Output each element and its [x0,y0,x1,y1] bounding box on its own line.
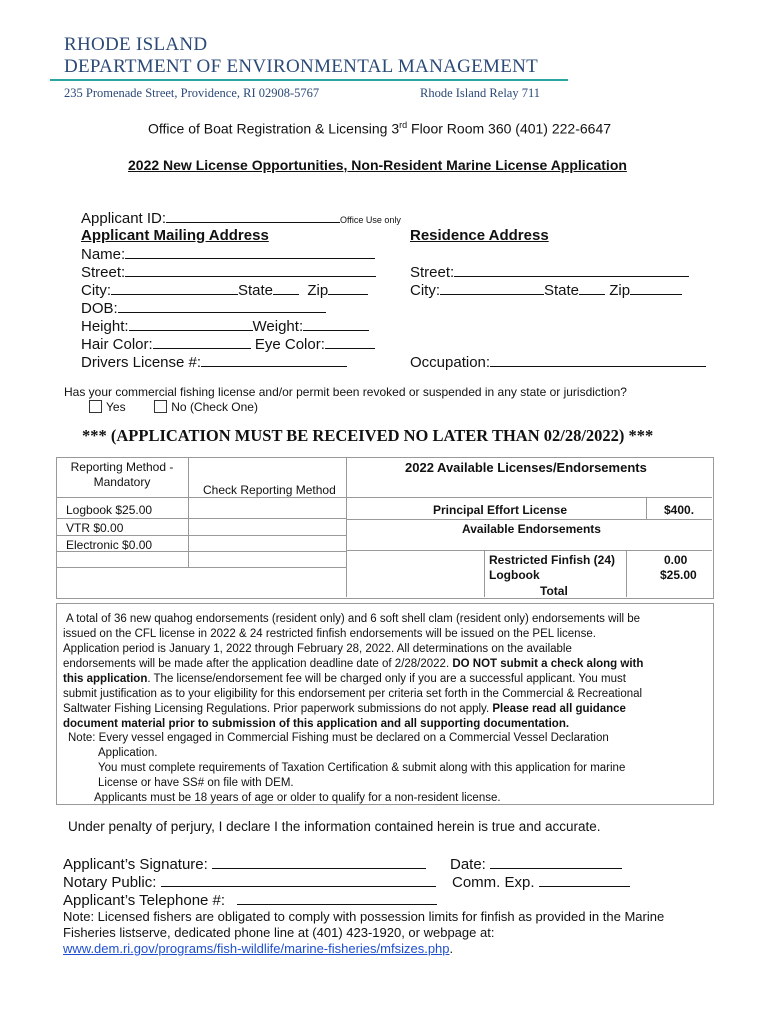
note-line-6: submit justification as to your eligibility for this endorsement per criteria set forth in the Commercial & Recreational [63,688,643,700]
footer-note-line2: Fisheries listserve, dedicated phone line at (401) 423-1920, or webpage at: [63,925,495,940]
check-electronic-cell[interactable] [192,537,342,549]
residence-street-row [410,263,689,281]
reporting-row-electronic: Electronic $0.00 [66,538,153,552]
header-divider [50,79,568,81]
mailing-street-label: Street: [81,264,126,281]
notary-field[interactable] [161,873,436,887]
mfsizes-link[interactable]: www.dem.ri.gov/programs/fish-wildlife/marine-fisheries/mfsizes.php [63,941,450,956]
yes-label: Yes [106,400,126,414]
footer-link-row [63,941,453,956]
height-weight-row [81,317,369,335]
telephone-field[interactable] [237,891,437,905]
applicant-id-row [81,209,401,227]
reporting-row-vtr: VTR $0.00 [66,521,124,535]
residence-zip-field[interactable] [630,281,682,295]
deadline-notice: *** (APPLICATION MUST BE RECEIVED NO LATER THAN 02/28/2022) *** [82,426,654,445]
note-line-4 [63,657,643,672]
residence-city-label: City: [410,282,440,299]
note-taxation-cont: License or have SS# on file with DEM. [98,777,294,789]
residence-state-label: State [544,282,580,299]
residence-city-row [410,281,682,299]
occupation-row [410,353,706,371]
principal-effort-fee: $400. [664,503,695,517]
mailing-address-heading: Applicant Mailing Address [81,227,269,244]
applicant-id-label: Applicant ID: [81,210,167,227]
note-line-7 [63,702,626,717]
office-sup: rd [399,120,408,130]
note-line-5-text: . The license/endorsement fee will be charged only if you are a successful applicant. You must [147,673,626,685]
weight-field[interactable] [303,317,369,331]
note-vessel: Note: Every vessel engaged in Commercial Fishing must be declared on a Commercial Vessel Declaration [68,732,609,744]
check-reporting-header: Check Reporting Method [203,483,336,497]
note-line-2: issued on the CFL license in 2022 & 24 restricted finfish endorsements will be issued on the PEL license. [63,628,596,640]
signature-field[interactable] [212,855,426,869]
residence-street-field[interactable] [454,263,689,277]
residence-zip-label: Zip [609,282,631,299]
residence-street-label: Street: [410,264,455,281]
reporting-method-header [62,460,182,490]
note-line-3: Application period is January 1, 2022 through February 28, 2022. All determinations on the available [63,643,572,655]
mailing-city-label: City: [81,282,111,299]
dob-field[interactable] [118,299,326,313]
name-field[interactable] [125,245,375,259]
office-line [148,120,611,137]
agency-name: RHODE ISLAND [64,34,208,55]
dob-row [81,299,326,317]
note-this-application: this application [63,673,148,685]
hair-color-field[interactable] [153,335,251,349]
endorsement-logbook-fee: $25.00 [660,568,697,582]
revoked-options [89,400,258,414]
name-row [81,245,375,263]
check-vtr-cell[interactable] [192,521,342,533]
signature-row [63,855,426,873]
occupation-label: Occupation: [410,354,491,371]
eye-color-label: Eye Color: [254,336,325,353]
form-title: 2022 New License Opportunities, Non-Resident Marine License Application [128,157,627,173]
revoked-question: Has your commercial fishing license and/or permit been revoked or suspended in any state or jurisdiction? [64,385,627,399]
note-supporting-docs-bold: document material prior to submission of this application and all supporting documentation. [63,718,570,730]
note-line-8 [63,717,569,732]
note-vessel-cont: Application. [98,747,158,759]
reporting-method-header-l2: Mandatory [93,475,151,489]
mailing-zip-label: Zip [307,282,329,299]
residence-state-field[interactable] [579,281,605,295]
mailing-street-row [81,263,376,281]
no-label: No (Check One) [171,400,258,414]
comm-exp-row [452,873,630,891]
agency-department: DEPARTMENT OF ENVIRONMENTAL MANAGEMENT [64,56,539,77]
note-line-7-text: Saltwater Fishing Licensing Regulations. Prior paperwork submissions do not apply. [63,703,493,715]
signature-label: Applicant’s Signature: [63,856,208,873]
residence-address-heading: Residence Address [410,227,549,244]
available-licenses-header: 2022 Available Licenses/Endorsements [405,460,647,475]
endorsement-total-value[interactable] [630,581,708,595]
mailing-zip-field[interactable] [328,281,368,295]
date-field[interactable] [490,855,622,869]
comm-exp-field[interactable] [539,873,630,887]
name-label: Name: [81,246,126,263]
applicant-id-field[interactable] [166,209,340,223]
mailing-state-field[interactable] [273,281,299,295]
mailing-street-field[interactable] [125,263,376,277]
mailing-city-row [81,281,368,299]
note-no-check-warning: DO NOT submit a check along with [452,658,644,670]
yes-checkbox[interactable] [89,400,102,413]
perjury-statement: Under penalty of perjury, I declare I the information contained herein is true and accurate. [68,819,601,834]
note-line-4-text: endorsements will be made after the application deadline date of 2/28/2022. [63,658,453,670]
note-guidance-bold: Please read all guidance [492,703,626,715]
hair-color-label: Hair Color: [81,336,153,353]
note-line-5 [63,672,626,687]
note-taxation: You must complete requirements of Taxation Certification & submit along with this application for marine [98,762,626,774]
principal-effort-label: Principal Effort License [433,503,568,517]
dob-label: DOB: [81,300,118,317]
reporting-method-header-l1: Reporting Method - [70,460,174,474]
telephone-row [63,891,437,909]
hair-eye-row [81,335,375,353]
mailing-city-field[interactable] [111,281,238,295]
available-endorsements-label: Available Endorsements [462,522,601,536]
height-field[interactable] [129,317,253,331]
note-line-1: A total of 36 new quahog endorsements (resident only) and 6 soft shell clam (resident only) endorsements will be [66,613,641,625]
residence-city-field[interactable] [440,281,544,295]
endorsement-total: Total [540,584,568,598]
office-use-note: Office Use only [340,215,401,225]
endorsement-restricted-finfish: Restricted Finfish (24) [489,553,616,567]
endorsement-restricted-finfish-fee: 0.00 [664,553,688,567]
footer-note-line1: Note: Licensed fishers are obligated to comply with possession limits for finfish as provided in the Marine [63,909,665,924]
endorsement-logbook: Logbook [489,568,540,582]
footer-link-period: . [449,941,454,956]
office-text: Office of Boat Registration & Licensing 3 [148,120,400,137]
eye-color-field[interactable] [325,335,375,349]
telephone-label: Applicant’s Telephone #: [63,892,226,909]
drivers-license-row [81,353,347,371]
note-age: Applicants must be 18 years of age or older to qualify for a non-resident license. [94,792,501,804]
reporting-row-logbook: Logbook $25.00 [66,503,153,517]
occupation-field[interactable] [490,353,706,367]
no-checkbox[interactable] [154,400,167,413]
office-text-rest: Floor Room 360 (401) 222-6647 [407,120,612,137]
weight-label: Weight: [252,318,304,335]
height-label: Height: [81,318,129,335]
comm-exp-label: Comm. Exp. [452,874,535,891]
check-logbook-cell[interactable] [192,501,342,516]
drivers-license-label: Drivers License #: [81,354,202,371]
agency-relay: Rhode Island Relay 711 [420,86,541,100]
date-label: Date: [450,856,486,873]
drivers-license-field[interactable] [201,353,347,367]
notary-label: Notary Public: [63,874,157,891]
notary-row [63,873,436,891]
date-row [450,855,622,873]
agency-address: 235 Promenade Street, Providence, RI 02908-5767 [64,86,320,100]
mailing-state-label: State [238,282,274,299]
